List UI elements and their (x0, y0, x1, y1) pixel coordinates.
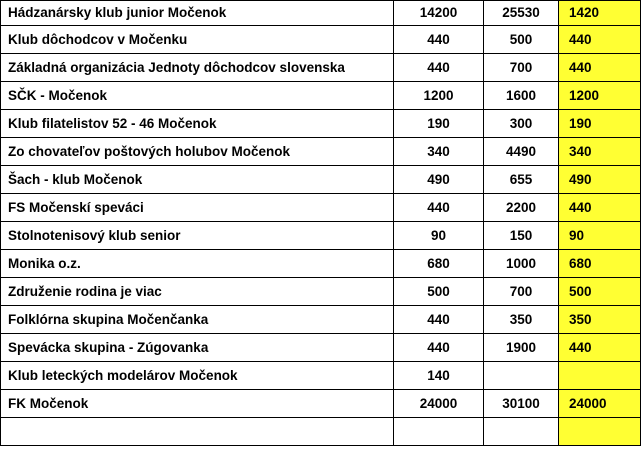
table-row (1, 166, 641, 194)
table-row (1, 362, 641, 390)
row-value-b-cell[interactable]: 1600 (484, 82, 559, 110)
row-value-b-cell[interactable]: 1900 (484, 334, 559, 362)
row-value-b-cell[interactable]: 4490 (484, 138, 559, 166)
row-highlighted-cell[interactable]: 490 (559, 166, 641, 194)
empty-highlighted-cell[interactable] (559, 418, 641, 446)
row-value-b-cell[interactable]: 500 (484, 26, 559, 54)
row-value-b-cell[interactable]: 30100 (484, 390, 559, 418)
row-name-cell[interactable]: Monika o.z. (1, 250, 394, 278)
table-row (1, 334, 641, 362)
table-row (1, 1, 641, 26)
table-row (1, 82, 641, 110)
row-name-cell[interactable]: Hádzanársky klub junior Močenok (1, 1, 394, 26)
row-highlighted-cell[interactable]: 24000 (559, 390, 641, 418)
row-name-cell[interactable]: FK Močenok (1, 390, 394, 418)
row-value-b-cell[interactable] (484, 362, 559, 390)
row-name-cell[interactable]: Klub leteckých modelárov Močenok (1, 362, 394, 390)
row-value-b-cell[interactable]: 150 (484, 222, 559, 250)
row-value-a-cell[interactable]: 340 (394, 138, 484, 166)
table-row (1, 222, 641, 250)
row-value-a-cell[interactable]: 680 (394, 250, 484, 278)
row-value-b-cell[interactable]: 300 (484, 110, 559, 138)
table-row (1, 110, 641, 138)
table-row (1, 138, 641, 166)
row-highlighted-cell[interactable]: 440 (559, 334, 641, 362)
empty-cell[interactable] (1, 418, 394, 446)
row-name-cell[interactable]: Folklórna skupina Močenčanka (1, 306, 394, 334)
row-value-a-cell[interactable]: 90 (394, 222, 484, 250)
row-name-cell[interactable]: Klub filatelistov 52 - 46 Močenok (1, 110, 394, 138)
row-value-a-cell[interactable]: 140 (394, 362, 484, 390)
row-name-cell[interactable]: Šach - klub Močenok (1, 166, 394, 194)
row-value-a-cell[interactable]: 190 (394, 110, 484, 138)
table-row (1, 278, 641, 306)
row-highlighted-cell[interactable] (559, 362, 641, 390)
row-name-cell[interactable]: Klub dôchodcov v Močenku (1, 26, 394, 54)
row-value-b-cell[interactable]: 1000 (484, 250, 559, 278)
row-highlighted-cell[interactable]: 440 (559, 194, 641, 222)
table-row (1, 306, 641, 334)
row-highlighted-cell[interactable]: 440 (559, 26, 641, 54)
row-value-a-cell[interactable]: 500 (394, 278, 484, 306)
row-name-cell[interactable]: Združenie rodina je viac (1, 278, 394, 306)
row-value-a-cell[interactable]: 24000 (394, 390, 484, 418)
row-highlighted-cell[interactable]: 90 (559, 222, 641, 250)
row-highlighted-cell[interactable]: 1200 (559, 82, 641, 110)
table-row (1, 390, 641, 418)
row-value-a-cell[interactable]: 490 (394, 166, 484, 194)
row-highlighted-cell[interactable]: 1420 (559, 1, 641, 26)
empty-cell[interactable] (394, 418, 484, 446)
row-value-b-cell[interactable]: 2200 (484, 194, 559, 222)
row-highlighted-cell[interactable]: 440 (559, 54, 641, 82)
row-value-b-cell[interactable]: 655 (484, 166, 559, 194)
row-highlighted-cell[interactable]: 190 (559, 110, 641, 138)
row-value-b-cell[interactable]: 700 (484, 278, 559, 306)
row-value-a-cell[interactable]: 14200 (394, 1, 484, 26)
row-value-b-cell[interactable]: 350 (484, 306, 559, 334)
row-value-a-cell[interactable]: 440 (394, 334, 484, 362)
row-value-b-cell[interactable]: 700 (484, 54, 559, 82)
row-name-cell[interactable]: Zo chovateľov poštových holubov Močenok (1, 138, 394, 166)
row-name-cell[interactable]: SČK - Močenok (1, 82, 394, 110)
row-value-a-cell[interactable]: 440 (394, 54, 484, 82)
row-value-b-cell[interactable]: 25530 (484, 1, 559, 26)
row-highlighted-cell[interactable]: 350 (559, 306, 641, 334)
row-value-a-cell[interactable]: 1200 (394, 82, 484, 110)
table-row (1, 250, 641, 278)
table-row (1, 26, 641, 54)
row-name-cell[interactable]: FS Močenskí speváci (1, 194, 394, 222)
row-value-a-cell[interactable]: 440 (394, 26, 484, 54)
table-row (1, 54, 641, 82)
table-row-partial (1, 418, 641, 446)
row-value-a-cell[interactable]: 440 (394, 194, 484, 222)
row-highlighted-cell[interactable]: 340 (559, 138, 641, 166)
row-name-cell[interactable]: Spevácka skupina - Zúgovanka (1, 334, 394, 362)
row-highlighted-cell[interactable]: 680 (559, 250, 641, 278)
table-row (1, 194, 641, 222)
row-name-cell[interactable]: Stolnotenisový klub senior (1, 222, 394, 250)
row-highlighted-cell[interactable]: 500 (559, 278, 641, 306)
row-value-a-cell[interactable]: 440 (394, 306, 484, 334)
empty-cell[interactable] (484, 418, 559, 446)
row-name-cell[interactable]: Základná organizácia Jednoty dôchodcov slovenska (1, 54, 394, 82)
